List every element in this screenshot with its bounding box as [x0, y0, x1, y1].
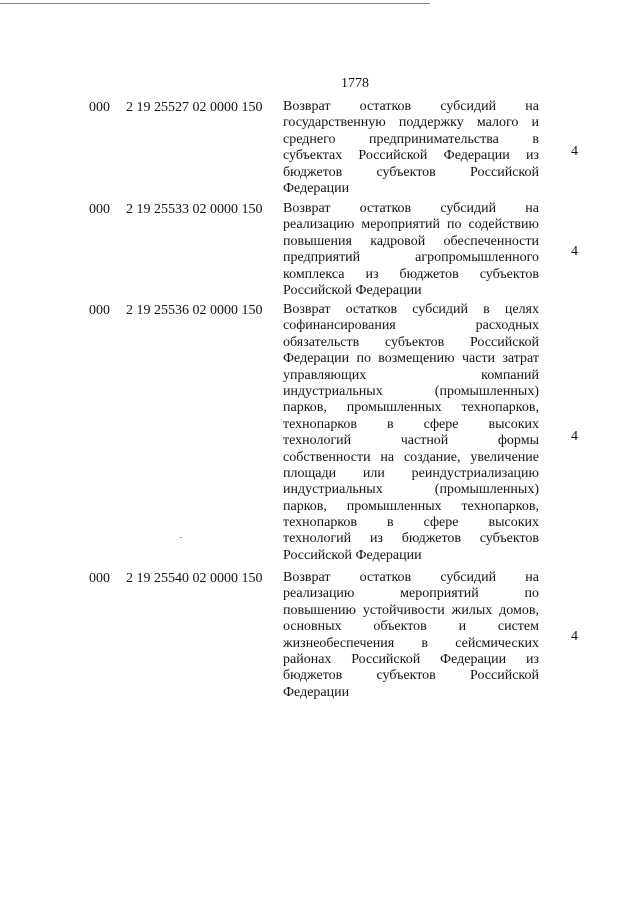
description-line: Федерации по возмещению части затрат: [283, 351, 539, 367]
description-line: повышения кадровой обеспеченности: [283, 233, 539, 249]
description-line: технологий из бюджетов субъектов: [283, 531, 539, 547]
row-code: 000: [89, 571, 110, 586]
description-line: районах Российской Федерации из: [283, 651, 539, 667]
description-line: индустриальных (промышленных): [283, 482, 539, 498]
top-edge-rule: [0, 3, 430, 4]
description-line: Российской Федерации: [283, 547, 422, 563]
description-line: технологий частной формы: [283, 433, 539, 449]
row-kbk: 2 19 25540 02 0000 150: [126, 571, 263, 586]
description-line: площади или реиндустриализацию: [283, 465, 539, 481]
description-line: Возврат остатков субсидий на: [283, 570, 539, 585]
description-line: собственности на создание, увеличение: [283, 449, 539, 465]
description-line: среднего предпринимательства в: [283, 131, 539, 147]
description-line: Российской Федерации: [283, 282, 422, 298]
description-line: бюджетов субъектов Российской: [283, 668, 539, 684]
row-kbk: 2 19 25527 02 0000 150: [126, 100, 263, 115]
description-line: технопарков в сфере высоких: [283, 515, 539, 531]
description-line: предприятий агропромышленного: [283, 250, 539, 266]
description-line: государственную поддержку малого и: [283, 115, 539, 131]
description-line: парков, промышленных технопарков,: [283, 400, 539, 416]
row-value: 4: [571, 144, 578, 159]
description-line: основных объектов и систем: [283, 619, 539, 635]
row-description: [283, 302, 539, 564]
row-code: 000: [89, 100, 110, 115]
description-line: Возврат остатков субсидий в целях: [283, 302, 539, 317]
description-line: технопарков в сфере высоких: [283, 416, 539, 432]
description-line: обязательств субъектов Российской: [283, 334, 539, 350]
row-code: 000: [89, 303, 110, 318]
description-line: субъектах Российской Федерации из: [283, 148, 539, 164]
description-line: Возврат остатков субсидий на: [283, 99, 539, 114]
description-line: повышению устойчивости жилых домов,: [283, 602, 539, 618]
description-line: управляющих компаний: [283, 367, 539, 383]
row-description: [283, 201, 539, 299]
description-line: Федерации: [283, 684, 350, 700]
row-description: [283, 570, 539, 701]
description-line: бюджетов субъектов Российской: [283, 164, 539, 180]
row-kbk: 2 19 25536 02 0000 150: [126, 303, 263, 318]
description-line: реализацию мероприятий по: [283, 586, 539, 602]
description-line: парков, промышленных технопарков,: [283, 498, 539, 514]
description-line: комплекса из бюджетов субъектов: [283, 266, 539, 282]
row-description: [283, 99, 539, 197]
page-number: 1778: [341, 76, 369, 91]
row-code: 000: [89, 202, 110, 217]
description-line: жизнеобеспечения в сейсмических: [283, 635, 539, 651]
row-kbk: 2 19 25533 02 0000 150: [126, 202, 263, 217]
description-line: Возврат остатков субсидий на: [283, 201, 539, 216]
description-line: софинансирования расходных: [283, 318, 539, 334]
description-line: реализацию мероприятий по содействию: [283, 217, 539, 233]
description-line: индустриальных (промышленных): [283, 383, 539, 399]
row-value: 4: [571, 244, 578, 259]
description-line: Федерации: [283, 180, 350, 196]
row-value: 4: [571, 629, 578, 644]
scan-speck: [180, 537, 182, 538]
row-value: 4: [571, 429, 578, 444]
